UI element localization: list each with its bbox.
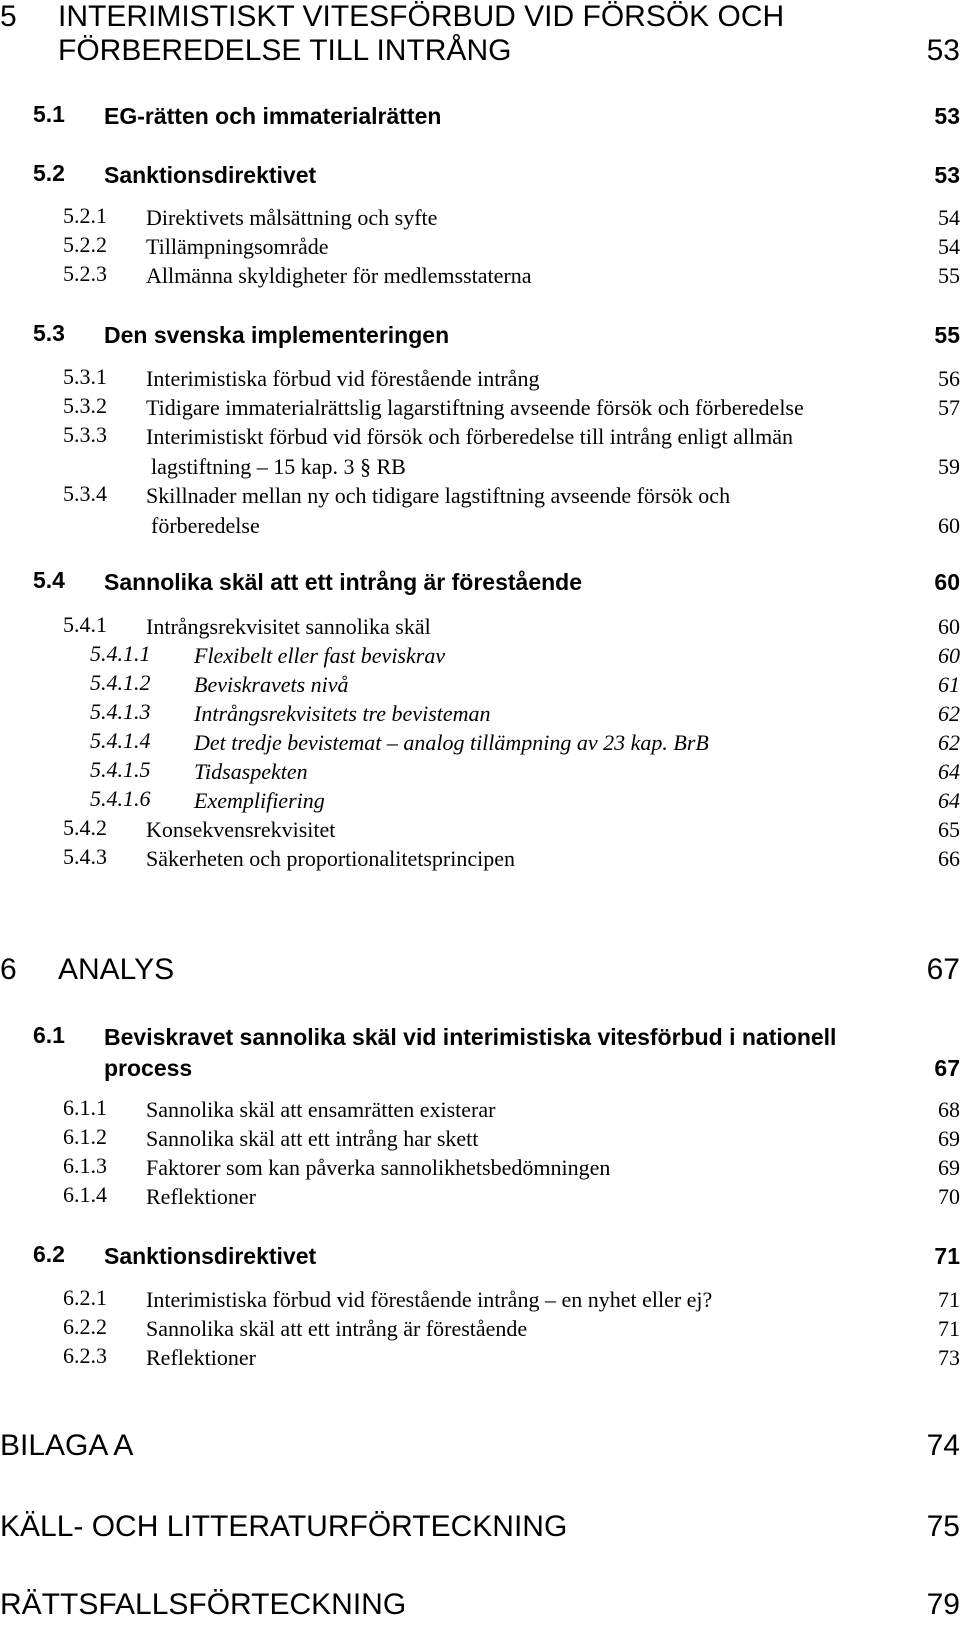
toc-number: 6.1.1 xyxy=(63,1095,107,1120)
toc-number: 5.4.1 xyxy=(63,612,107,637)
toc-title: Sannolika skäl att ett intrång är förestående xyxy=(146,1316,528,1341)
toc-page: 62 xyxy=(938,701,960,726)
toc-page: 69 xyxy=(938,1126,960,1151)
toc-title: Den svenska implementeringen xyxy=(104,322,450,348)
toc-subsection-5-3-3[interactable] xyxy=(0,422,960,482)
toc-page: 73 xyxy=(938,1345,960,1370)
toc-number: 6.1.4 xyxy=(63,1182,107,1207)
toc-title: Allmänna skyldigheter för medlemsstaterna xyxy=(146,263,532,288)
toc-title: Intrångsrekvisitets tre bevisteman xyxy=(194,701,491,726)
toc-title: Interimistiska förbud vid förestående intrång – en nyhet eller ej? xyxy=(146,1287,713,1312)
toc-page: 62 xyxy=(938,730,960,755)
toc-title: Sanktionsdirektivet xyxy=(104,162,317,188)
toc-title: Sanktionsdirektivet xyxy=(104,1243,317,1269)
toc-title xyxy=(146,481,914,541)
toc-number: 6.1.3 xyxy=(63,1153,107,1178)
toc-title xyxy=(58,0,878,68)
toc-number: 5.2.3 xyxy=(63,261,107,286)
toc-page: 59 xyxy=(938,454,960,479)
toc-title-line: förberedelse xyxy=(151,513,260,538)
toc-title-line: Interimistiskt förbud vid försök och förberedelse till intrång enligt allmän xyxy=(146,424,794,449)
toc-page: 75 xyxy=(926,1510,960,1543)
toc-title: ANALYS xyxy=(58,953,175,986)
toc-subsection-5-3-4[interactable] xyxy=(0,481,960,541)
toc-title-line: Beviskravet sannolika skäl vid interimistiska vitesförbud i nationell xyxy=(104,1024,837,1050)
toc-page: 71 xyxy=(938,1287,960,1312)
toc-title-line: INTERIMISTISKT VITESFÖRBUD VID FÖRSÖK OCH xyxy=(58,0,785,33)
toc-page: 57 xyxy=(938,395,960,420)
toc-number: 6.2.1 xyxy=(63,1285,107,1310)
toc-page: 71 xyxy=(938,1316,960,1341)
toc-title-line: Skillnader mellan ny och tidigare lagstiftning avseende försök och xyxy=(146,483,731,508)
toc-number: 5.3 xyxy=(33,320,65,346)
toc-number: 5.2 xyxy=(33,160,65,186)
toc-page: 55 xyxy=(934,322,960,348)
toc-number: 6.1.2 xyxy=(63,1124,107,1149)
toc-number: 6.2 xyxy=(33,1241,65,1267)
toc-page: 55 xyxy=(938,263,960,288)
toc-number: 5.4.1.5 xyxy=(90,757,151,782)
toc-title: Tillämpningsområde xyxy=(146,234,329,259)
toc-page: 53 xyxy=(934,103,960,129)
toc-title: Direktivets målsättning och syfte xyxy=(146,205,438,230)
toc-page: 69 xyxy=(938,1155,960,1180)
toc-title xyxy=(104,1022,916,1084)
toc-number: 6.2.3 xyxy=(63,1343,107,1368)
toc-title: KÄLL- OCH LITTERATURFÖRTECKNING xyxy=(0,1510,568,1543)
toc-number: 5 xyxy=(0,0,17,33)
toc-number: 5.1 xyxy=(33,101,65,127)
toc-title: Tidsaspekten xyxy=(194,759,308,784)
toc-number: 5.4.1.4 xyxy=(90,728,151,753)
toc-title: Reflektioner xyxy=(146,1345,256,1370)
toc-number: 5.4.2 xyxy=(63,815,107,840)
toc-title: RÄTTSFALLSFÖRTECKNING xyxy=(0,1588,407,1621)
toc-page: 67 xyxy=(934,1055,960,1081)
toc-title: Exemplifiering xyxy=(194,788,325,813)
toc-number: 6.2.2 xyxy=(63,1314,107,1339)
toc-title: Beviskravets nivå xyxy=(194,672,349,697)
toc-number: 5.4.1.2 xyxy=(90,670,151,695)
toc-title: Flexibelt eller fast beviskrav xyxy=(194,643,446,668)
toc-page: 68 xyxy=(938,1097,960,1122)
toc-number: 5.4.1.3 xyxy=(90,699,151,724)
toc-page: 64 xyxy=(938,759,960,784)
toc-number: 5.4.3 xyxy=(63,844,107,869)
toc-page: 67 xyxy=(926,953,960,986)
toc-title: Säkerheten och proportionalitetsprincipen xyxy=(146,846,515,871)
toc-title: Sannolika skäl att ett intrång har skett xyxy=(146,1126,479,1151)
toc-title: BILAGA A xyxy=(0,1429,134,1462)
toc-number: 5.3.2 xyxy=(63,393,107,418)
toc-page: 53 xyxy=(934,162,960,188)
toc-title: Interimistiska förbud vid förestående intrång xyxy=(146,366,540,391)
toc-title: Sannolika skäl att ensamrätten existerar xyxy=(146,1097,496,1122)
toc-page: 66 xyxy=(938,846,960,871)
toc-title: Tidigare immaterialrättslig lagarstiftning avseende försök och förberedelse xyxy=(146,395,804,420)
toc-number: 5.3.1 xyxy=(63,364,107,389)
toc-title: Reflektioner xyxy=(146,1184,256,1209)
toc-page: 61 xyxy=(938,672,960,697)
toc-section-6-1[interactable] xyxy=(0,1022,960,1084)
toc-number: 5.2.2 xyxy=(63,232,107,257)
toc-page: 79 xyxy=(926,1588,960,1621)
toc-number: 5.4 xyxy=(33,567,65,593)
toc-page: 71 xyxy=(934,1243,960,1269)
toc-number: 5.2.1 xyxy=(63,203,107,228)
toc-page: 54 xyxy=(938,205,960,230)
toc-number: 5.3.4 xyxy=(63,481,107,506)
toc-number: 6 xyxy=(0,953,17,986)
toc-page: 60 xyxy=(938,614,960,639)
toc-page: 53 xyxy=(926,34,960,67)
toc-title-line: FÖRBEREDELSE TILL INTRÅNG xyxy=(58,34,512,67)
toc-page: 60 xyxy=(938,513,960,538)
toc-page: 60 xyxy=(938,643,960,668)
toc-title: Det tredje bevistemat – analog tillämpning av 23 kap. BrB xyxy=(194,730,709,755)
toc-title-line: process xyxy=(104,1055,193,1081)
toc-title: Sannolika skäl att ett intrång är förestående xyxy=(104,569,583,595)
toc-page: 56 xyxy=(938,366,960,391)
toc-page: 60 xyxy=(934,569,960,595)
toc-number: 5.4.1.6 xyxy=(90,786,151,811)
toc-number: 5.3.3 xyxy=(63,422,107,447)
toc-title-line: lagstiftning – 15 kap. 3 § RB xyxy=(151,454,406,479)
toc-page: 74 xyxy=(926,1429,960,1462)
toc-title: Faktorer som kan påverka sannolikhetsbedömningen xyxy=(146,1155,611,1180)
toc-chapter-5[interactable] xyxy=(0,0,960,72)
toc-number: 6.1 xyxy=(33,1022,65,1048)
toc-title: Intrångsrekvisitet sannolika skäl xyxy=(146,614,431,639)
toc-page: 54 xyxy=(938,234,960,259)
toc-page: 65 xyxy=(938,817,960,842)
toc-title: EG-rätten och immaterialrätten xyxy=(104,103,442,129)
toc-number: 5.4.1.1 xyxy=(90,641,151,666)
toc-page: 70 xyxy=(938,1184,960,1209)
toc-title xyxy=(146,422,914,482)
toc-title: Konsekvensrekvisitet xyxy=(146,817,336,842)
toc-page: 64 xyxy=(938,788,960,813)
